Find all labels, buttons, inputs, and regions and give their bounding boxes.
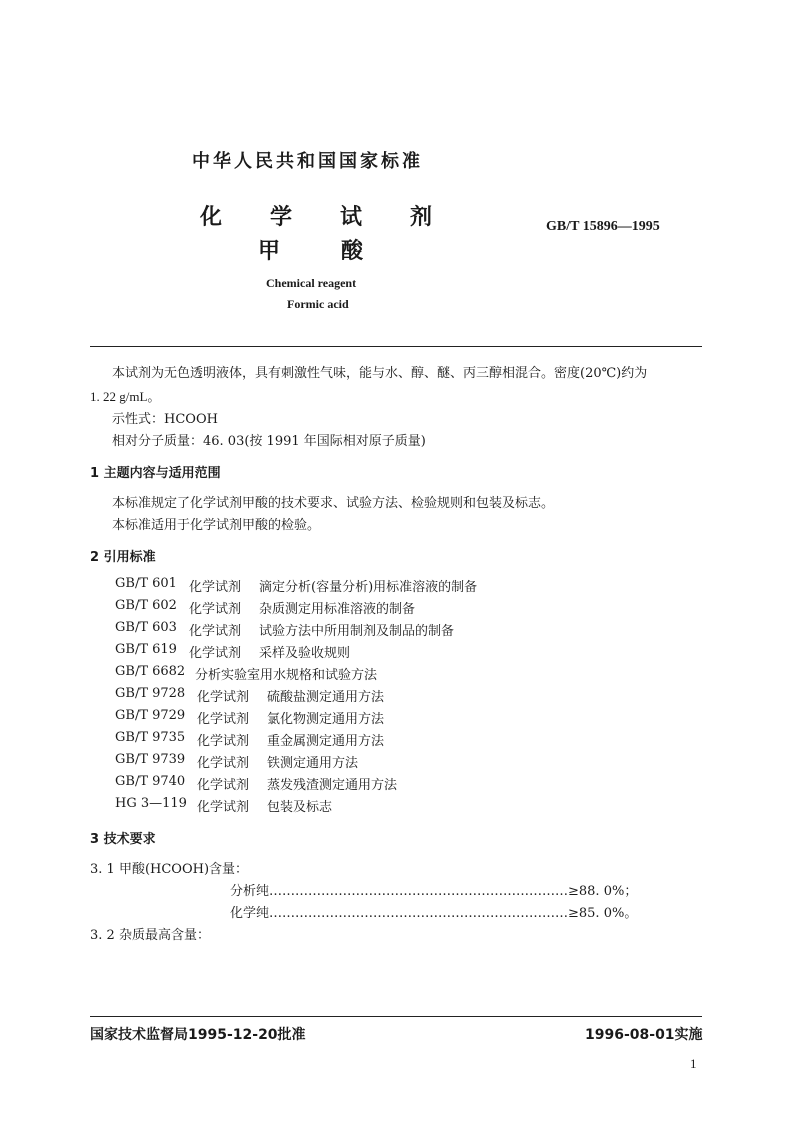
ref-category: 化学试剂 xyxy=(197,712,250,727)
title-char: 化 xyxy=(200,205,223,230)
ref-title: 铁测定通用方法 xyxy=(267,756,359,771)
section1-heading: 1 主题内容与适用范围 xyxy=(90,466,221,481)
ref-title: 蒸发残渣测定通用方法 xyxy=(267,778,398,793)
grade-analytical: 分析纯……………………………………………………………≥88. 0%； xyxy=(230,884,638,899)
ref-title: 试验方法中所用制剂及制品的制备 xyxy=(259,624,455,639)
section3-item2: 3. 2 杂质最高含量： xyxy=(90,928,210,943)
ref-code: HG 3—119 xyxy=(115,796,187,811)
ref-code: GB/T 601 xyxy=(115,576,177,591)
ref-category: 化学试剂 xyxy=(197,690,250,705)
ref-category: 化学试剂 xyxy=(189,602,242,617)
ref-code: GB/T 9740 xyxy=(115,774,186,789)
approval-text: 国家技术监督局1995-12-20批准 xyxy=(90,1027,306,1043)
ref-code: GB/T 6682 xyxy=(115,664,186,679)
effective-date: 1996-08-01实施 xyxy=(585,1027,703,1043)
ref-code: GB/T 603 xyxy=(115,620,177,635)
ref-code: GB/T 619 xyxy=(115,642,177,657)
title-cn-line1 xyxy=(200,200,480,231)
ref-category: 化学试剂 xyxy=(189,624,242,639)
ref-category: 化学试剂 xyxy=(197,800,250,815)
ref-code: GB/T 602 xyxy=(115,598,177,613)
title-en-line2: Formic acid xyxy=(287,297,349,311)
title-en-line1: Chemical reagent xyxy=(266,276,357,290)
title-char: 剂 xyxy=(410,205,433,230)
ref-category: 化学试剂 xyxy=(197,778,250,793)
title-char: 学 xyxy=(270,205,293,230)
section1-p2: 本标准适用于化学试剂甲酸的检验。 xyxy=(112,518,321,533)
ref-title: 采样及验收规则 xyxy=(259,646,351,661)
standard-number: GB/T 15896—1995 xyxy=(546,219,660,234)
ref-title: 包装及标志 xyxy=(267,800,333,815)
intro-molar-mass: 相对分子质量：46. 03(按 1991 年国际相对原子质量) xyxy=(112,434,426,449)
intro-formula: 示性式：HCOOH xyxy=(112,412,218,427)
ref-code: GB/T 9729 xyxy=(115,708,186,723)
grade-chemical: 化学纯……………………………………………………………≥85. 0%。 xyxy=(230,906,638,921)
ref-title: 氯化物测定通用方法 xyxy=(267,712,385,727)
ref-code: GB/T 9728 xyxy=(115,686,186,701)
intro-line1: 本试剂为无色透明液体，具有刺激性气味，能与水、醇、醚、丙三醇相混合。密度(20℃)约为 xyxy=(112,366,648,381)
national-standard-title: 中华人民共和国国家标准 xyxy=(192,151,423,172)
ref-category: 化学试剂 xyxy=(189,580,242,595)
ref-title: 重金属测定通用方法 xyxy=(267,734,385,749)
ref-code: GB/T 9735 xyxy=(115,730,186,745)
title-char: 甲 xyxy=(258,239,281,264)
footer-rule xyxy=(90,1016,702,1017)
ref-title: 滴定分析(容量分析)用标准溶液的制备 xyxy=(259,580,478,595)
ref-code: GB/T 9739 xyxy=(115,752,186,767)
title-char: 酸 xyxy=(341,239,364,264)
ref-title: 杂质测定用标准溶液的制备 xyxy=(259,602,416,617)
section3-item1: 3. 1 甲酸(HCOOH)含量： xyxy=(90,862,249,877)
section2-heading: 2 引用标准 xyxy=(90,550,156,565)
intro-line2: 1. 22 g/mL。 xyxy=(90,389,161,404)
title-cn-line2 xyxy=(258,234,424,265)
section3-heading: 3 技术要求 xyxy=(90,832,156,847)
header-rule xyxy=(90,346,702,347)
title-char: 试 xyxy=(340,205,363,230)
section1-p1: 本标准规定了化学试剂甲酸的技术要求、试验方法、检验规则和包装及标志。 xyxy=(112,496,555,511)
ref-category: 化学试剂 xyxy=(197,756,250,771)
ref-category: 分析实验室用水规格和试验方法 xyxy=(195,668,378,683)
ref-title: 硫酸盐测定通用方法 xyxy=(267,690,385,705)
ref-category: 化学试剂 xyxy=(189,646,242,661)
ref-category: 化学试剂 xyxy=(197,734,250,749)
page-number: 1 xyxy=(690,1056,697,1071)
